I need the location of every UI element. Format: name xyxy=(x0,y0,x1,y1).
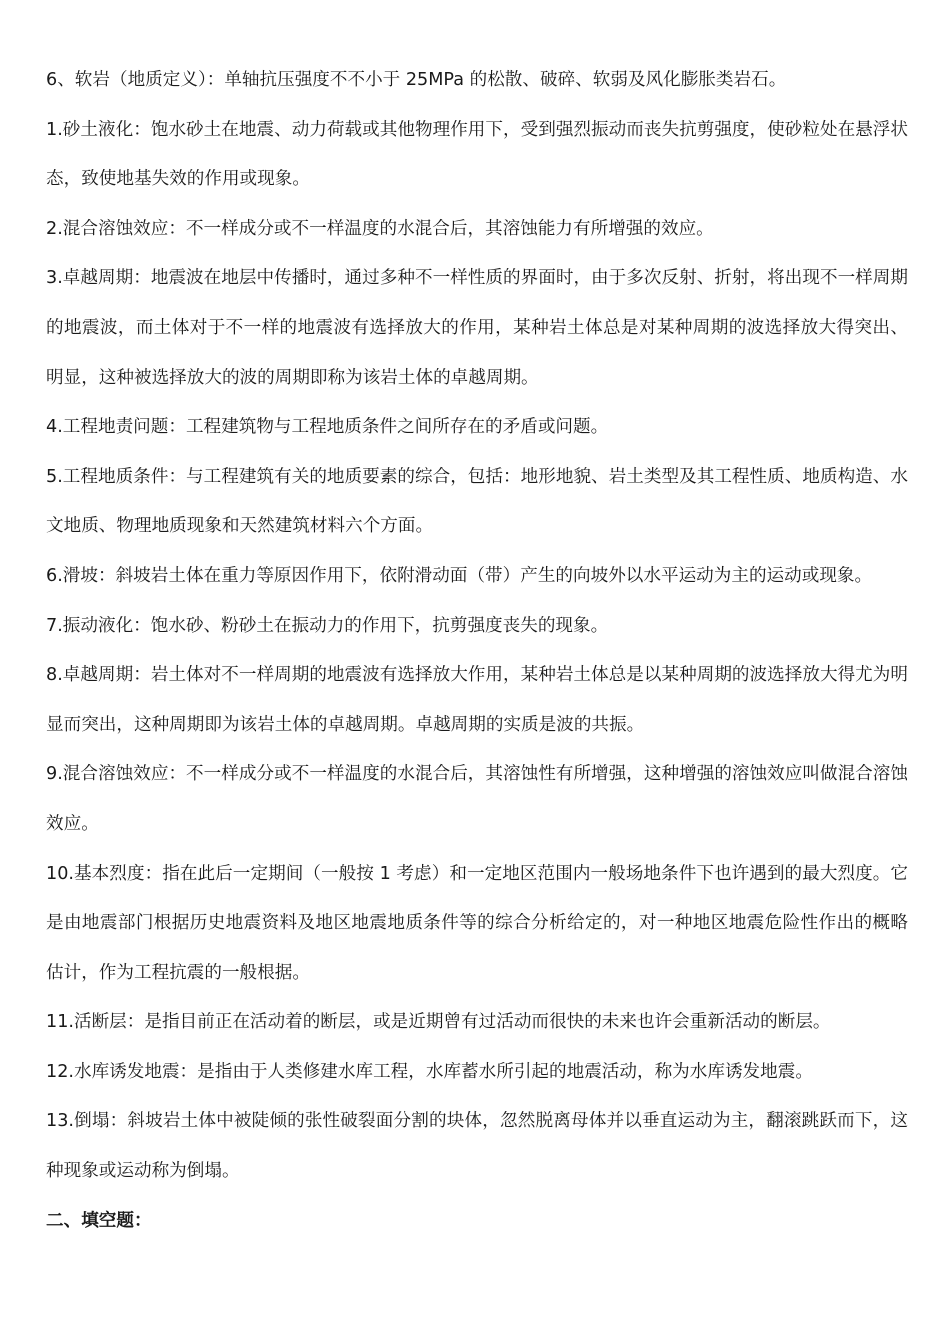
definition-paragraph-active-fault: 11.活断层：是指目前正在活动着的断层，或是近期曾有过活动而很快的未来也许会重新活动的断层。 xyxy=(46,1012,831,1033)
definition-paragraph-landslide: 6.滑坡：斜坡岩土体在重力等原因作用下，依附滑动面（带）产生的向坡外以水平运动为主的运动或现象。 xyxy=(46,565,873,586)
definition-paragraph-collapse: 13.倒塌：斜坡岩土体中被陡倾的张性破裂面分割的块体，忽然脱离母体并以垂直运动为主，翻滚跳跃而下，这种现象或运动称为倒塌。 xyxy=(46,1111,908,1182)
definition-paragraph-basic-intensity: 10.基本烈度：指在此后一定期间（一般按 1 考虑）和一定地区范围内一般场地条件下也许遇到的最大烈度。它是由地震部门根据历史地震资料及地区地震地质条件等的综合分析给定的，对一种地区地震危险性作出的概略估计，作为工程抗震的一般根据。 xyxy=(46,863,908,983)
definition-paragraph-engineering-geological-conditions: 5.工程地质条件：与工程建筑有关的地质要素的综合，包括：地形地貌、岩土类型及其工程性质、地质构造、水文地质、物理地质现象和天然建筑材料六个方面。 xyxy=(46,466,908,537)
definition-paragraph-predominant-period-2: 8.卓越周期：岩土体对不一样周期的地震波有选择放大作用，某种岩土体总是以某种周期的波选择放大得尤为明显而突出，这种周期即为该岩土体的卓越周期。卓越周期的实质是波的共振。 xyxy=(46,665,908,735)
definition-paragraph-mixed-corrosion-2: 9.混合溶蚀效应：不一样成分或不一样温度的水混合后，其溶蚀性有所增强，这种增强的溶蚀效应叫做混合溶蚀效应。 xyxy=(46,764,908,834)
definition-paragraph-reservoir-induced-earthquake: 12.水库诱发地震：是指由于人类修建水库工程，水库蓄水所引起的地震活动，称为水库诱发地震。 xyxy=(46,1061,813,1082)
definition-paragraph-engineering-geological-problem: 4.工程地责问题：工程建筑物与工程地质条件之间所存在的矛盾或问题。 xyxy=(46,417,609,438)
definition-paragraph-sand-liquefaction: 1.砂土液化：饱水砂土在地震、动力荷载或其他物理作用下，受到强烈振动而丧失抗剪强度，使砂粒处在悬浮状态，致使地基失效的作用或现象。 xyxy=(46,119,908,190)
definition-paragraph-mixed-corrosion: 2.混合溶蚀效应：不一样成分或不一样温度的水混合后，其溶蚀能力有所增强的效应。 xyxy=(46,218,714,239)
definition-paragraph-soft-rock: 6、软岩（地质定义）：单轴抗压强度不不小于 25MPa 的松散、破碎、软弱及风化膨胀类岩石。 xyxy=(46,70,787,90)
section-heading-fill-in-blanks: 二、填空题： xyxy=(46,1210,152,1231)
document-page xyxy=(46,56,908,1246)
definition-paragraph-predominant-period: 3.卓越周期：地震波在地层中传播时，通过多种不一样性质的界面时，由于多次反射、折射，将出现不一样周期的地震波，而土体对于不一样的地震波有选择放大的作用，某种岩土体总是对某种周期的波选择放大得突出、明显，这种被选择放大的波的周期即称为该岩土体的卓越周期。 xyxy=(46,268,908,388)
definition-paragraph-vibration-liquefaction: 7.振动液化：饱水砂、粉砂土在振动力的作用下，抗剪强度丧失的现象。 xyxy=(46,615,609,636)
